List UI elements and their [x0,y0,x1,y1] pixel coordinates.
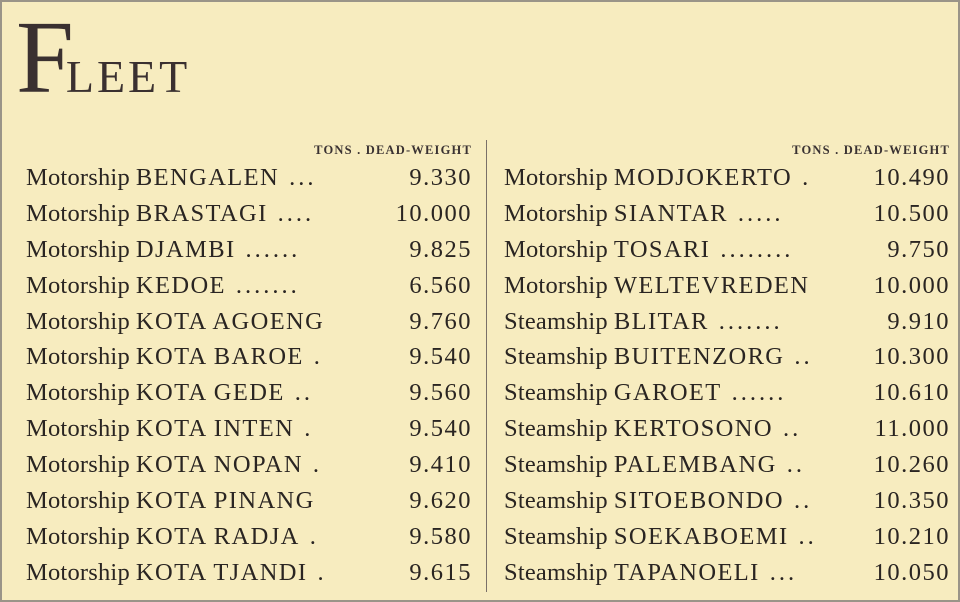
page-title [16,0,191,115]
ship-name: TAPANOELI [613,558,760,586]
ship-tonnage: 10.210 [873,522,950,550]
ship-type: Steamship [504,379,608,407]
ship-type: Motorship [26,558,130,586]
ship-type: Motorship [26,235,130,263]
ship-row [504,375,950,411]
ship-name: KERTOSONO [613,415,773,443]
ship-tonnage: 9.910 [887,307,950,335]
ship-tonnage: 10.050 [873,558,950,586]
ship-type: Motorship [26,199,130,227]
ship-type: Motorship [26,415,130,443]
leader-dots: .. [794,343,813,371]
ship-row [26,483,472,519]
leader-dots: .. [786,451,805,479]
tons-header: TONS . DEAD-WEIGHT [314,143,472,157]
ship-name: SOEKABOEMI [613,522,789,550]
ship-row [26,411,472,447]
leader-dots: ... [769,558,798,586]
ship-type: Steamship [504,415,608,443]
ship-type: Motorship [26,451,130,479]
ship-name: TOSARI [613,235,711,263]
ship-tonnage: 10.610 [873,379,950,407]
ship-type: Motorship [26,343,130,371]
ship-row [504,339,950,375]
tons-header: TONS . DEAD-WEIGHT [792,143,950,157]
column-divider [486,140,487,592]
ship-row [26,339,472,375]
ship-name: BRASTAGI [135,199,268,227]
ship-tonnage: 9.620 [409,487,472,515]
leader-dots: ... [289,164,317,191]
ship-row [504,555,950,591]
right-fleet-column [504,140,950,591]
ship-tonnage: 9.410 [409,451,472,479]
leader-dots: ...... [731,379,787,407]
ship-tonnage: 9.540 [409,415,472,443]
ship-name: KOTA NOPAN [135,451,303,479]
ship-name: SITOEBONDO [613,487,784,515]
ship-name: BENGALEN [135,164,280,191]
ship-name: KOTA TJANDI [135,558,308,586]
ship-name: GAROET [613,379,722,407]
title-rest: LEET [65,51,191,102]
ship-row [26,268,472,304]
ship-type: Steamship [504,487,608,515]
ship-type: Motorship [26,379,130,407]
ship-type: Motorship [504,164,608,191]
ship-type: Motorship [26,487,130,515]
ship-row [26,375,472,411]
ship-type: Motorship [26,164,130,191]
leader-dots: ........ [720,235,794,263]
ship-row [26,555,472,591]
leader-dots: ..... [737,199,784,227]
ship-tonnage: 10.000 [873,271,950,299]
ship-row [26,160,472,196]
ship-tonnage: 9.580 [409,522,472,550]
ship-tonnage: 10.500 [873,199,950,227]
ship-tonnage: 10.490 [873,164,950,191]
ship-name: SIANTAR [613,199,728,227]
ship-row [26,519,472,555]
ship-name: KOTA RADJA [135,522,300,550]
ship-tonnage: 9.750 [887,235,950,263]
ship-name: KOTA AGOENG [135,307,325,335]
leader-dots: .. [793,487,813,515]
leader-dots: .. [798,522,817,550]
ship-tonnage: 10.300 [873,343,950,371]
leader-dots: . [309,522,319,550]
leader-dots: . [304,415,314,443]
ship-row [26,304,472,340]
leader-dots: . [313,343,323,371]
ship-tonnage: 9.825 [409,235,472,263]
ship-row [504,232,950,268]
ship-name: DJAMBI [135,235,236,263]
ship-name: KOTA PINANG [135,487,315,515]
ship-tonnage: 9.330 [409,164,472,191]
ship-name: KOTA GEDE [135,379,285,407]
leader-dots: ....... [235,271,300,299]
ship-name: KEDOE [135,271,226,299]
ship-name: PALEMBANG [613,451,777,479]
ship-row [504,196,950,232]
ship-type: Motorship [26,307,130,335]
title-initial: F [16,0,74,115]
ship-type: Motorship [26,522,130,550]
leader-dots: ...... [245,235,301,263]
ship-row [26,447,472,483]
ship-name: MODJOKERTO [613,164,793,191]
ship-tonnage: 9.540 [409,343,472,371]
leader-dots: ....... [718,307,783,335]
ship-tonnage: 11.000 [874,415,950,443]
ship-row [504,483,950,519]
ship-type: Motorship [504,271,608,299]
ship-name: BUITENZORG [613,343,785,371]
ship-row [504,411,950,447]
ship-tonnage: 9.560 [409,379,472,407]
leader-dots: .. [294,379,313,407]
ship-row [504,160,950,196]
ship-row [504,519,950,555]
ship-row [504,268,950,304]
leader-dots: . [312,451,323,479]
ship-name: BLITAR [613,307,709,335]
leader-dots: .... [277,199,315,227]
ship-type: Motorship [26,271,130,299]
ship-type: Steamship [504,451,608,479]
ship-tonnage: 10.350 [873,487,950,515]
ship-tonnage: 10.000 [395,199,472,227]
leader-dots: . [317,558,327,586]
ship-type: Steamship [504,343,608,371]
ship-name: WELTEVREDEN [613,271,810,299]
ship-row [504,304,950,340]
ship-type: Steamship [504,522,608,550]
ship-tonnage: 6.560 [409,271,472,299]
ship-row [26,196,472,232]
ship-type: Steamship [504,307,608,335]
ship-name: KOTA INTEN [135,415,295,443]
ship-tonnage: 10.260 [873,451,950,479]
ship-tonnage: 9.760 [409,307,472,335]
leader-dots: .. [782,415,802,443]
ship-type: Steamship [504,558,608,586]
ship-tonnage: 9.615 [409,558,472,586]
ship-type: Motorship [504,235,608,263]
ship-name: KOTA BAROE [135,343,304,371]
ship-row [504,447,950,483]
ship-row [26,232,472,268]
leader-dots: . [802,164,812,191]
ship-type: Motorship [504,199,608,227]
left-fleet-column [26,140,472,591]
